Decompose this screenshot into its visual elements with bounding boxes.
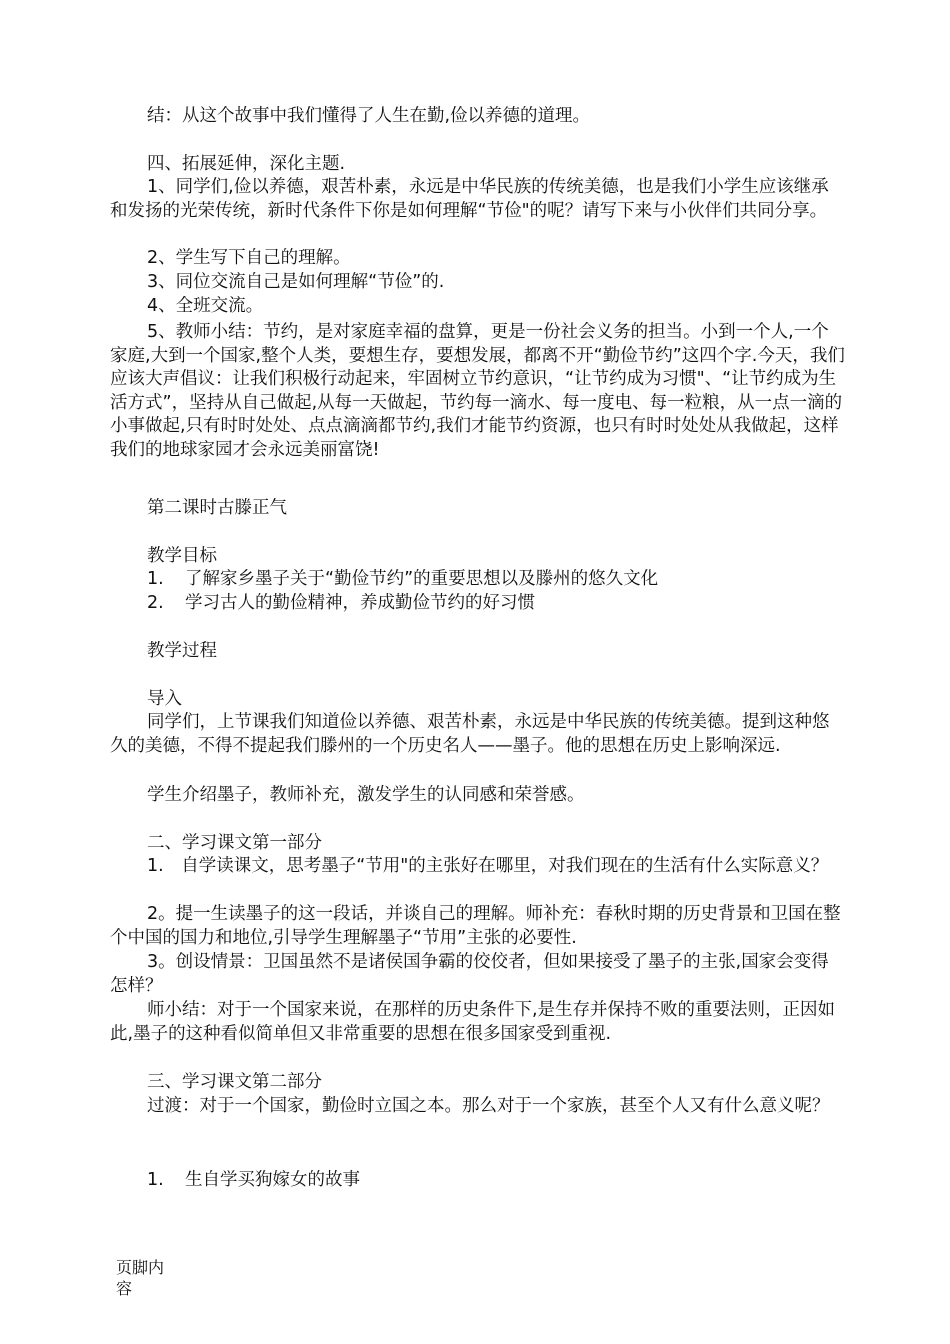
part-two-item-1 [147, 1169, 360, 1193]
heading-teaching-goals: 教学目标 [147, 546, 217, 566]
lesson-title: 第二课时古滕正气 [147, 498, 287, 518]
paragraph-part-one-3: 3。创设情景：卫国虽然不是诸侯国争霸的佼佼者，但如果接受了墨子的主张,国家会变得怎样？ [110, 952, 829, 996]
paragraph-part-one-1: 1. 自学读课文，思考墨子“节用"的主张好在哪里，对我们现在的生活有什么实际意义？ [147, 856, 829, 876]
paragraph-item-3: 3、同位交流自己是如何理解“节俭”的. [147, 272, 445, 292]
paragraph-part-one-2: 2。提一生读墨子的这一段话，并谈自己的理解。师补充：春秋时期的历史背景和卫国在整个中国的国力和地位,引导学生理解墨子“节用”主张的必要性. [110, 904, 841, 948]
paragraph-teacher-summary: 师小结：对于一个国家来说，在那样的历史条件下,是生存并保持不败的重要法则，正因如此,墨子的这种看似简单但又非常重要的思想在很多国家受到重视. [110, 1000, 836, 1044]
paragraph-item-2: 2、学生写下自己的理解。 [147, 248, 351, 268]
paragraph-conclusion: 结：从这个故事中我们懂得了人生在勤,俭以养德的道理。 [147, 106, 591, 126]
paragraph-item-5: 5、教师小结：节约，是对家庭幸福的盘算，更是一份社会义务的担当。小到一个人,一个家庭,大到一个国家,整个人类，要想生存，要想发展，都离不开“勤俭节约”这四个字.今天，我们应该大声倡议：让我们积极行动起来，牢固树立节约意识，“让节约成为习惯"、“让节约成为生活方式”，坚持从自己做起,从每一天做起，节约每一滴水、每一度电、每一粒粮，从一点一滴的小事做起,只有时时处处、点点滴滴都节约,我们才能节约资源，也只有时时处处从我做起，这样我们的地球家园才会永远美丽富饶! [110, 322, 845, 460]
paragraph-student-intro: 学生介绍墨子，教师补充，激发学生的认同感和荣誉感。 [147, 785, 585, 805]
heading-part-one: 二、学习课文第一部分 [147, 833, 322, 853]
heading-part-two: 三、学习课文第二部分 [147, 1072, 322, 1092]
heading-teaching-process: 教学过程 [147, 641, 217, 661]
page-footer: 页脚内容 [116, 1258, 165, 1298]
paragraph-transition: 过渡：对于一个国家，勤俭时立国之本。那么对于一个家族，甚至个人又有什么意义呢？ [147, 1096, 830, 1116]
paragraph-introduction: 同学们，上节课我们知道俭以养德、艰苦朴素，永远是中华民族的传统美德。提到这种悠久的美德，不得不提起我们滕州的一个历史名人——墨子。他的思想在历史上影响深远. [110, 712, 830, 756]
paragraph-item-4: 4、全班交流。 [147, 296, 264, 316]
goal-number-1: 1. [147, 569, 164, 589]
goal-number-2: 2. [147, 593, 164, 613]
goal-text-2: 学习古人的勤俭精神，养成勤俭节约的好习惯 [185, 593, 535, 613]
goal-item-1 [147, 568, 658, 592]
section-heading-extension: 四、拓展延伸，深化主题. [147, 154, 346, 174]
part-two-number-1: 1. [147, 1170, 164, 1190]
goal-text-1: 了解家乡墨子关于“勤俭节约”的重要思想以及滕州的悠久文化 [185, 569, 659, 589]
heading-introduction: 导入 [147, 689, 182, 709]
goal-item-2 [147, 592, 535, 616]
part-two-text-1: 生自学买狗嫁女的故事 [185, 1170, 360, 1190]
paragraph-item-1: 1、同学们,俭以养德，艰苦朴素，永远是中华民族的传统美德，也是我们小学生应该继承和发扬的光荣传统，新时代条件下你是如何理解“节俭"的呢？请写下来与小伙伴们共同分享。 [110, 177, 829, 221]
